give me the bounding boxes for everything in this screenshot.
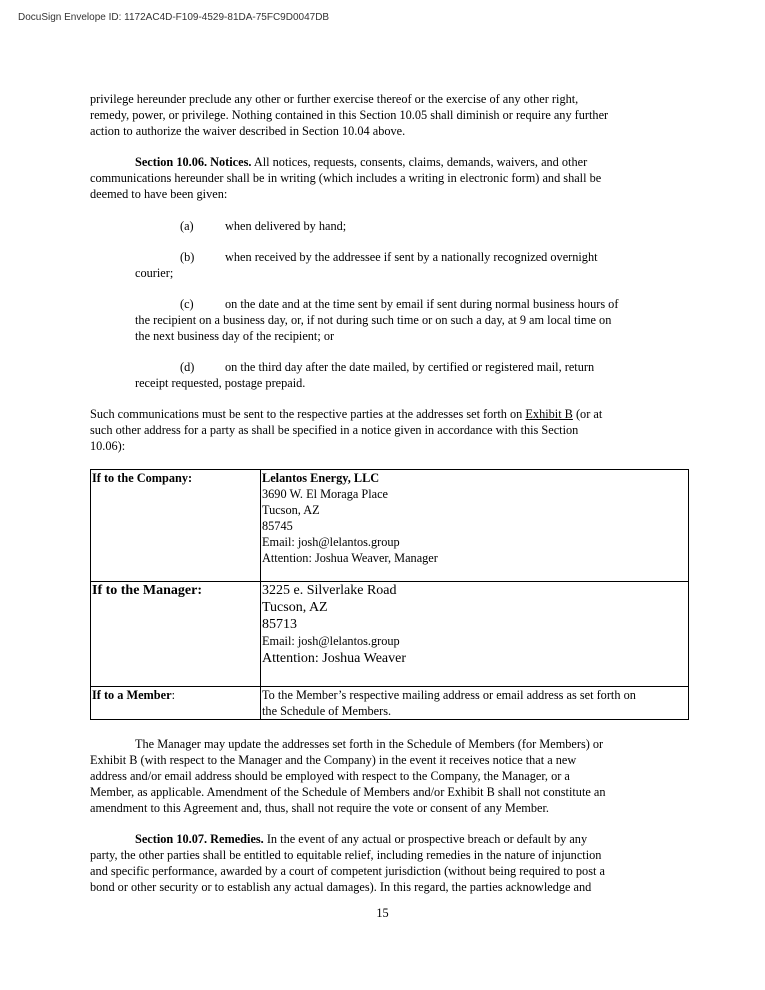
manager-label: If to the Manager: — [91, 582, 261, 687]
envelope-id: DocuSign Envelope ID: 1172AC4D-F109-4529-81DA-75FC9D0047DB — [18, 12, 330, 23]
table-row — [91, 470, 689, 582]
section-heading: Section 10.06. Notices. — [135, 155, 252, 169]
company-label: If to the Company: — [91, 470, 261, 582]
section-heading: Section 10.07. Remedies. — [135, 832, 264, 846]
list-item: (b) when received by the addressee if sent by a nationally recognized overnight courier; — [135, 250, 598, 280]
manager-address: 3225 e. Silverlake Road Tucson, AZ 85713 Email: josh@lelantos.group Attention: Joshua Weaver — [261, 582, 689, 687]
manager-update-paragraph: The Manager may update the addresses set forth in the Schedule of Members (for Members) or Exhibit B (with respect to the Manager and the Company) in the event it receives notice that a new address and/or email address should be employed with respect to the Company, the Manager, or a Member, as applicable. Amendment of the Schedule of Members and/or Exhibit B shall not constitute an amendment to this Agreement and, thus, shall not require the vote or consent of any Member. — [90, 737, 606, 815]
member-address: To the Member’s respective mailing address or email address as set forth on the Schedule of Members. — [261, 687, 689, 720]
paragraph-continued: privilege hereunder preclude any other or further exercise thereof or the exercise of any other right, remedy, power, or privilege. Nothing contained in this Section 10.05 shall diminish or require any further action to authorize the waiver described in Section 10.04 above. — [90, 92, 609, 138]
section-10-07: Section 10.07. Remedies. In the event of any actual or prospective breach or default by any party, the other parties shall be entitled to equitable relief, including remedies in the nature of injunction and specific performance, awarded by a court of competent jurisdiction (without being required to post a bond or other security or to establish any actual damages). In this regard, the parties acknowledge and — [90, 832, 605, 894]
list-item: (d) on the third day after the date mailed, by certified or registered mail, return receipt requested, postage prepaid. — [135, 360, 595, 390]
company-address: Lelantos Energy, LLC 3690 W. El Moraga Place Tucson, AZ 85745 Email: josh@lelantos.group Attention: Joshua Weaver, Manager — [261, 470, 689, 582]
table-row — [91, 687, 689, 720]
table-row — [91, 582, 689, 687]
page-number: 15 — [376, 906, 389, 920]
exhibit-b-reference: Exhibit B — [525, 407, 573, 421]
list-item: (c) on the date and at the time sent by email if sent during normal business hours of the recipient on a business day, or, if not during such time or on such a day, at 9 am local time on the next business day of the recipient; or — [135, 297, 619, 343]
member-label: If to a Member: — [91, 687, 261, 720]
communications-paragraph: Such communications must be sent to the respective parties at the addresses set forth on Exhibit B (or at such other address for a party as shall be specified in a notice given in accordance with this Section 10.06): — [90, 407, 603, 453]
section-10-06: Section 10.06. Notices. All notices, requests, consents, claims, demands, waivers, and other communications hereunder shall be in writing (which includes a writing in electronic form) and shall be deemed to have been given: — [90, 155, 602, 201]
notice-address-table — [90, 469, 689, 720]
list-item: (a) when delivered by hand; — [180, 219, 347, 233]
